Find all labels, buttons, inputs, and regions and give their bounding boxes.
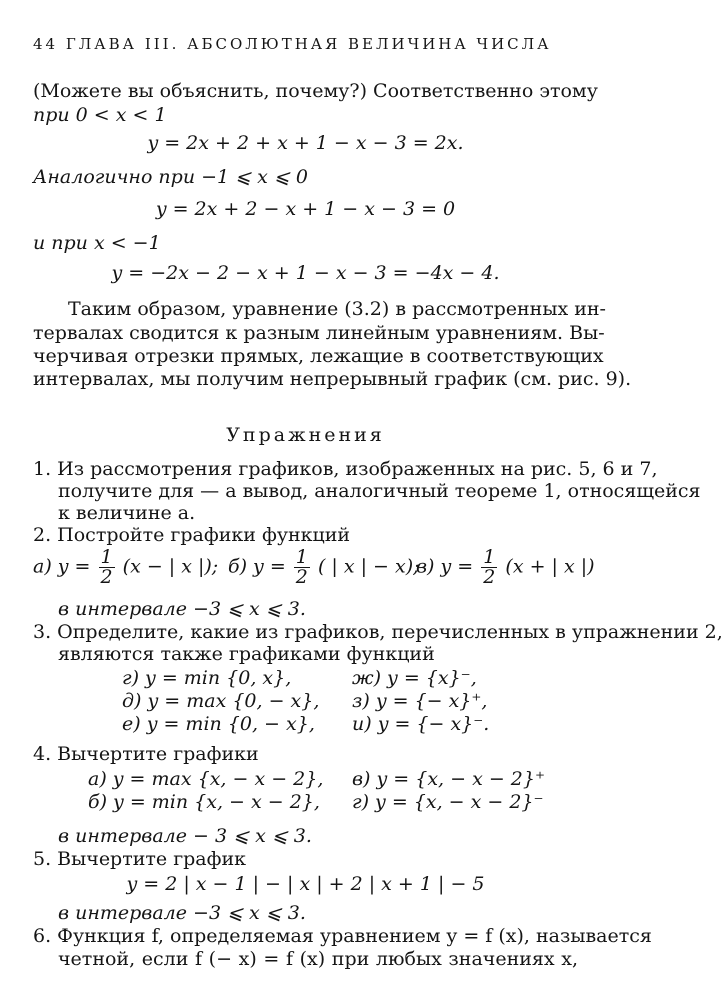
- exercise-4-g: г) y = {x, − x − 2}⁻: [352, 791, 544, 813]
- exercise-4-b: б) y = min {x, − x − 2},: [88, 791, 320, 813]
- exercise-2-c: в) y = $\frac{1}{2}$ (x + | x |): [416, 546, 595, 588]
- paragraph-line: Таким образом, уравнение (3.2) в рассмотренных ин-: [68, 298, 606, 320]
- exercise-3-z: з) y = {− x}⁺,: [352, 690, 488, 712]
- exercise-6-line: четной, если f (− x) = f (x) при любых значениях x,: [58, 948, 578, 970]
- paragraph-line: черчивая отрезки прямых, лежащие в соответствующих: [33, 345, 604, 367]
- exercise-2-interval: в интервале −3 ⩽ x ⩽ 3.: [58, 598, 306, 620]
- section-title: Упражнения: [226, 424, 385, 446]
- fraction: $\frac{1}{2}$: [100, 546, 113, 588]
- equation: y = 2x + 2 + x + 1 − x − 3 = 2x.: [147, 132, 464, 154]
- exercise-5-equation: y = 2 | x − 1 | − | x | + 2 | x + 1 | − 5: [126, 873, 485, 895]
- exercise-4-a: а) y = max {x, − x − 2},: [88, 768, 324, 790]
- exercise-4-title: 4. Вычертите графики: [33, 743, 259, 765]
- exercise-5-title: 5. Вычертите график: [33, 848, 247, 870]
- exercise-2-title: 2. Постройте графики функций: [33, 524, 351, 546]
- exercise-3-e: е) y = min {0, − x},: [122, 713, 315, 735]
- running-header: 44 ГЛАВА III. АБСОЛЮТНАЯ ВЕЛИЧИНА ЧИСЛА: [33, 35, 552, 53]
- exercise-2-b: б) y = $\frac{1}{2}$ ( | x | − x);: [228, 546, 420, 588]
- fraction: $\frac{1}{2}$: [483, 546, 496, 588]
- exercise-1-line: получите для — a вывод, аналогичный теореме 1, относящейся: [58, 480, 701, 502]
- paragraph-line: интервалах, мы получим непрерывный график (см. рис. 9).: [33, 368, 632, 390]
- exercise-6-line: 6. Функция f, определяемая уравнением y = f (x), называется: [33, 925, 652, 947]
- fraction: $\frac{1}{2}$: [295, 546, 308, 588]
- text-line: Аналогично при −1 ⩽ x ⩽ 0: [33, 166, 308, 188]
- text-line: при 0 < x < 1: [33, 104, 167, 126]
- exercise-3-zh: ж) y = {x}⁻,: [352, 667, 477, 689]
- exercise-1-line: 1. Из рассмотрения графиков, изображенных на рис. 5, 6 и 7,: [33, 458, 658, 480]
- paragraph-line: тервалах сводится к разным линейным уравнениям. Вы-: [33, 322, 605, 344]
- exercise-5-interval: в интервале −3 ⩽ x ⩽ 3.: [58, 902, 306, 924]
- equation: y = 2x + 2 − x + 1 − x − 3 = 0: [155, 198, 456, 220]
- equation: y = −2x − 2 − x + 1 − x − 3 = −4x − 4.: [111, 262, 500, 284]
- exercise-1-line: к величине a.: [58, 502, 196, 524]
- exercise-3-i: и) y = {− x}⁻.: [352, 713, 490, 735]
- exercise-3-d: д) y = max {0, − x},: [122, 690, 320, 712]
- exercise-3-line: являются также графиками функций: [58, 643, 435, 665]
- exercise-3-g: г) y = min {0, x},: [122, 667, 292, 689]
- exercise-2-a: а) y = $\frac{1}{2}$ (x − | x |);: [33, 546, 219, 588]
- exercise-3-line: 3. Определите, какие из графиков, перечисленных в упражнении 2,: [33, 621, 723, 643]
- exercise-4-interval: в интервале − 3 ⩽ x ⩽ 3.: [58, 825, 312, 847]
- text-line: и при x < −1: [33, 232, 161, 254]
- exercise-4-v: в) y = {x, − x − 2}⁺: [352, 768, 546, 790]
- text-line: (Можете вы объяснить, почему?) Соответственно этому: [33, 80, 598, 102]
